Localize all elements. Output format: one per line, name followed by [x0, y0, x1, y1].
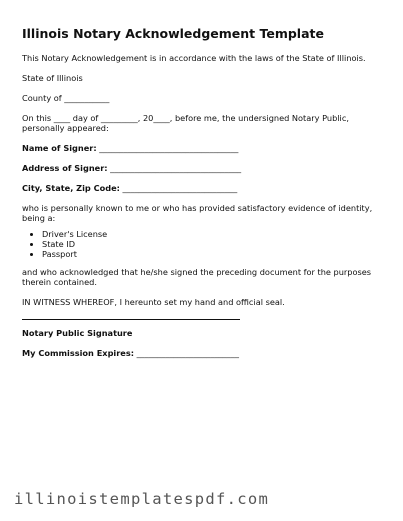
city-state-zip-blank: ____________________________: [119, 183, 238, 193]
city-state-zip-field: [22, 183, 382, 193]
list-item: • Driver's License: [42, 229, 382, 239]
appearance-line-2: personally appeared:: [22, 123, 109, 133]
list-item: • Passport: [42, 249, 382, 259]
state-line: State of Illinois: [22, 73, 83, 83]
name-of-signer-label: Name of Signer:: [22, 143, 97, 153]
notary-signature-label: Notary Public Signature: [22, 328, 133, 338]
address-of-signer-blank: ________________________________: [107, 163, 242, 173]
appearance-paragraph: [22, 113, 382, 133]
city-state-zip-label: City, State, Zip Code:: [22, 183, 120, 193]
commission-expires-blank: _________________________: [133, 348, 239, 358]
witness-text: IN WITNESS WHEREOF, I hereunto set my hand and official seal.: [22, 297, 285, 307]
document-title: Illinois Notary Acknowledgement Template: [22, 26, 324, 41]
acknowledgement-line-2: therein contained.: [22, 277, 97, 287]
list-item: • State ID: [42, 239, 382, 249]
id-type-list: [22, 229, 382, 259]
appearance-line-1: On this ____ day of _________, 20____, before me, the undersigned Notary Public,: [22, 113, 349, 123]
commission-expires-field: [22, 348, 382, 358]
notary-document: [22, 26, 382, 368]
name-of-signer-field: [22, 143, 382, 153]
intro-text: This Notary Acknowledgement is in accordance with the laws of the State of Illinois.: [22, 53, 366, 63]
address-of-signer-field: [22, 163, 382, 173]
commission-expires-label: My Commission Expires:: [22, 348, 134, 358]
evidence-line-2: being a:: [22, 213, 56, 223]
evidence-paragraph: [22, 203, 382, 223]
acknowledgement-line-1: and who acknowledged that he/she signed the preceding document for the purposes: [22, 267, 372, 277]
acknowledgement-paragraph: [22, 267, 382, 287]
address-of-signer-label: Address of Signer:: [22, 163, 108, 173]
signature-line: [22, 319, 240, 320]
signature-label-row: [22, 328, 382, 338]
evidence-line-1: who is personally known to me or who has provided satisfactory evidence of identity,: [22, 203, 373, 213]
site-watermark: illinoistemplatespdf.com: [14, 490, 270, 508]
name-of-signer-blank: __________________________________: [96, 143, 239, 153]
county-line: County of ___________: [22, 93, 110, 103]
